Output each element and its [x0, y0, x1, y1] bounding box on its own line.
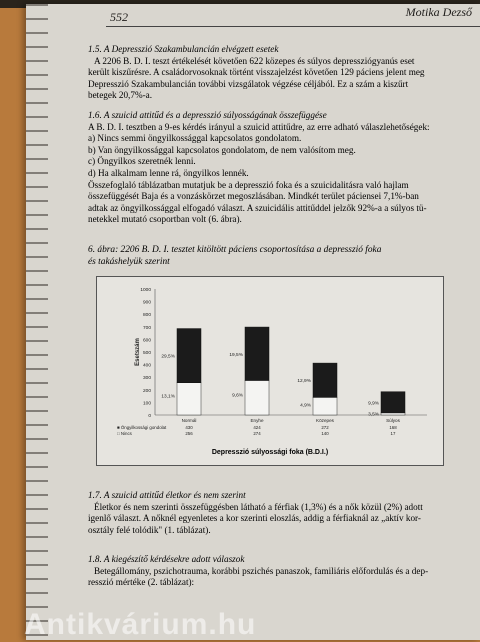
section-heading: 1.5. A Depresszió Szakambulancián elvégzett esetek	[88, 44, 279, 54]
chart-x-axis-title: Depresszió súlyossági foka (B.D.I.)	[211, 449, 329, 456]
y-tick-label: 1000	[140, 288, 151, 293]
table-cell: 140	[321, 431, 329, 436]
table-cell: 430	[185, 425, 193, 430]
page-number: 552	[110, 10, 128, 24]
paragraph-line: osztály felé tolódik" (1. táblázat).	[88, 524, 211, 535]
caption-line: 6. ábra: 2206 B. D. I. tesztet kitöltött páciens csoportosítása a depresszió foka	[88, 245, 382, 255]
data-label: 29,5%	[161, 354, 175, 360]
bar-segment-dark	[245, 327, 269, 380]
paragraph-line: Összefoglaló táblázatban mutatjuk be a depresszió foka és a szuicidalitásra való hajlam	[88, 179, 409, 190]
list-item: b) Van öngyilkossággal kapcsolatos gondolatom, de nem valósítom meg.	[88, 144, 356, 155]
table-cell: 272	[321, 425, 329, 430]
paragraph-line: Életkor és nem szerinti összefüggésben látható a férfiak (1,3%) és a nők közül (2%) adott	[94, 501, 423, 512]
table-cell: 424	[253, 425, 261, 430]
data-label: 13,1%	[161, 394, 175, 400]
paragraph-line: betegek 20,7%-a.	[88, 90, 153, 101]
section-heading: 1.7. A szuicid attitűd életkor és nem szerint	[88, 490, 246, 500]
list-item: a) Nincs semmi öngyilkossággal kapcsolatos gondolatom.	[88, 133, 302, 144]
section-1-6	[88, 110, 452, 226]
paragraph-line: resszió mértéke (2. táblázat):	[88, 577, 195, 588]
paragraph-line: netekkel mutató csoportban volt (6. ábra).	[88, 214, 242, 225]
figure-caption	[88, 244, 452, 268]
x-tick-label: Enyhe	[250, 418, 264, 423]
table-cell: 17	[390, 431, 396, 436]
data-label: 9,6%	[232, 393, 243, 399]
x-tick-label: Normál	[181, 418, 197, 423]
y-tick-label: 500	[142, 351, 151, 356]
section-1-5	[88, 44, 452, 102]
data-label: 3,5%	[368, 412, 379, 418]
bar-segment-dark	[381, 392, 405, 413]
y-tick-label: 300	[142, 376, 151, 382]
section-1-7	[88, 490, 452, 536]
header-rule	[106, 26, 480, 27]
table-cell: 168	[389, 425, 397, 430]
paragraph-line: igenlő választ. A nőknél egyenletes a kor szerinti eloszlás, addig a férfiaknál az „aktív kor-	[88, 513, 421, 524]
paragraph-line: Depresszió Szakambulancián további vizsgálatok végzése céljából. Ez a szám a kiszűrt	[88, 78, 409, 89]
bar-segment-light	[381, 413, 405, 415]
y-tick-label: 900	[142, 300, 151, 306]
paragraph-line: Betegállomány, pszichotrauma, korábbi pszichés panaszok, familiáris előfordulás és a dep-	[94, 565, 429, 576]
y-tick-label: 200	[142, 388, 151, 394]
section-1-8	[88, 554, 452, 589]
paragraph-line: összefüggését Baja és a vonzáskörzet megoszlásában. Mindkét terület páciensei 7,1%-ban	[88, 191, 419, 202]
y-tick-label: 700	[142, 325, 151, 331]
bar-segment-light	[177, 383, 201, 415]
data-label: 19,5%	[229, 352, 243, 358]
caption-line: és takáshelyük szerint	[88, 257, 170, 267]
table-row-label: ■ Öngyilkossági gondolat	[117, 425, 167, 430]
data-label: 12,9%	[297, 379, 311, 385]
bar-segment-dark	[177, 329, 201, 383]
section-heading: 1.8. A kiegészítő kérdésekre adott válaszok	[88, 554, 245, 564]
paragraph-line: A B. D. I. tesztben a 9-es kérdés irányul a szuicid attitűdre, az erre adható válaszlehetőségek:	[88, 121, 430, 132]
y-tick-label: 100	[142, 401, 151, 407]
watermark-logo: Antikvárium.hu	[24, 608, 257, 641]
list-item: d) Ha alkalmam lenne rá, öngyilkos lennék.	[88, 167, 249, 178]
table-cell: 274	[253, 431, 261, 436]
section-heading: 1.6. A szuicid attitűd és a depresszió súlyosságának összefüggése	[88, 110, 327, 120]
chart-frame	[96, 276, 444, 466]
table-row-label: □ Nincs	[117, 431, 132, 436]
paragraph-line: adtak az öngyilkossággal elfogadó választ. A szuicidális attitűddel jelzők 92%-a a súlyos tü-	[88, 202, 427, 213]
data-label: 4,9%	[300, 403, 311, 409]
bar-chart	[97, 277, 443, 465]
binding-edge	[26, 4, 48, 640]
running-head: Motika Dezső	[405, 5, 472, 19]
paragraph-line: került kiszűrésre. A családorvosoknak történt visszajelzést követően 129 páciens jelent meg	[88, 67, 425, 78]
x-tick-label: Súlyos	[386, 418, 400, 423]
paragraph-line: A 2206 B. D. I. teszt értékelését követően 622 közepes és súlyos depressziógyanús eset	[94, 55, 415, 66]
bar-segment-light	[245, 380, 269, 415]
list-item: c) Öngyilkos szeretnék lenni.	[88, 156, 196, 167]
y-axis-title: Esetszám	[135, 338, 141, 366]
y-tick-label: 800	[142, 313, 151, 319]
y-tick-label: 0	[148, 414, 151, 419]
data-label: 9,9%	[368, 401, 379, 407]
bar-segment-light	[313, 397, 337, 415]
y-tick-label: 400	[142, 363, 151, 369]
table-cell: 256	[185, 431, 193, 436]
x-tick-label: Közepes	[316, 418, 334, 423]
y-tick-label: 600	[142, 338, 151, 344]
bar-segment-dark	[313, 363, 337, 397]
